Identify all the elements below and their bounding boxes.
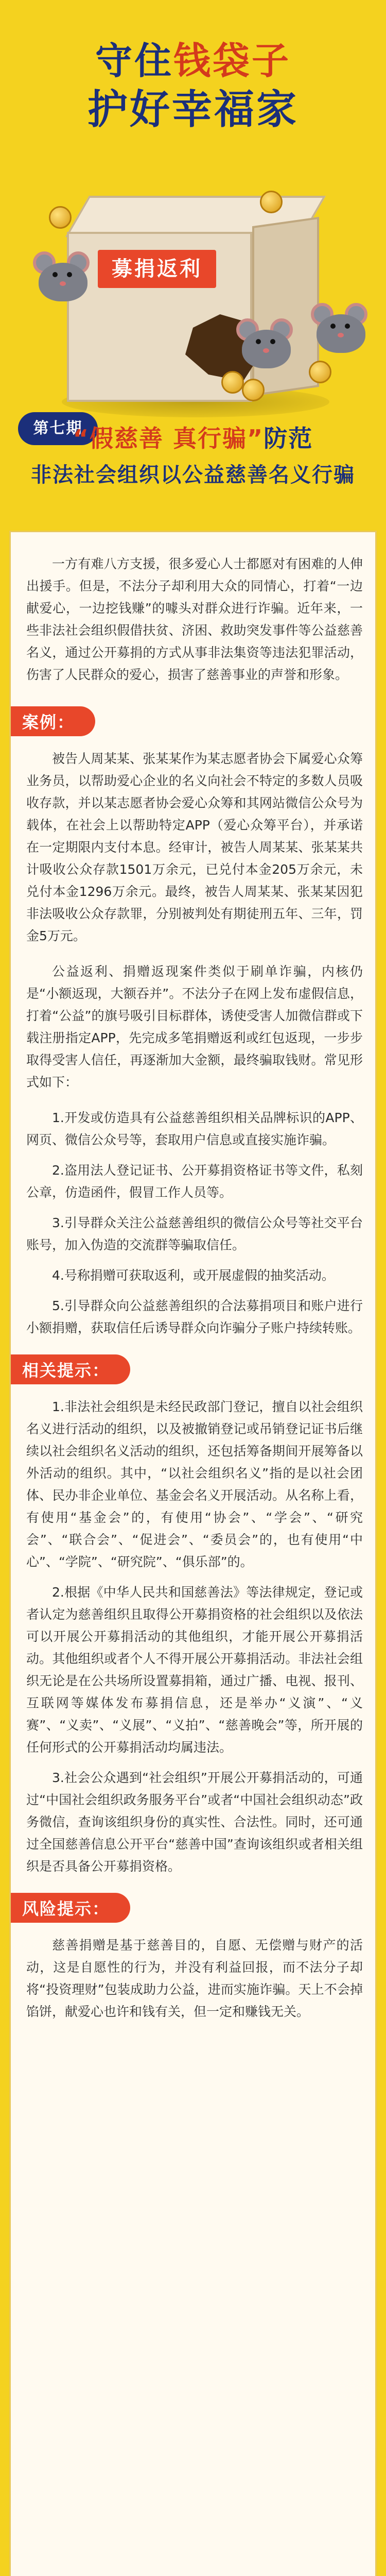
main-title-line-2: 护好幸福家 bbox=[87, 87, 299, 133]
subtitle-text: 防范 bbox=[264, 425, 313, 452]
episode-badge: 第七期 bbox=[18, 412, 98, 445]
risk-paragraph: 慈善捐赠是基于慈善目的，自愿、无偿赠与财产的活动，这是自愿性的行为，并没有利益回报，而不法分子却将“投资理财”包装成助力公益，进而实施诈骗。天上不会掉馅饼，献爱心也许和钱有关，但一定和赚钱无关。 bbox=[26, 1938, 363, 2019]
coin-icon bbox=[221, 371, 244, 394]
case-list-item: 3.引导群众关注公益慈善组织的微信公众号等社交平台账号，加入伪造的交流群等骗取信任。 bbox=[26, 1215, 363, 1252]
content-card bbox=[9, 531, 377, 2576]
case-list-item: 1.开发或仿造具有公益慈善组织相关品牌标识的APP、网页、微信公众号等，套取用户信息或直接实施诈骗。 bbox=[26, 1110, 363, 1147]
coin-icon bbox=[309, 361, 331, 383]
intro-paragraph: 一方有难八方支援，很多爱心人士都愿对有困难的人伸出援手。但是，不法分子却利用大众的同情心，打着“一边献爱心，一边挖钱赚”的噱头对群众进行诈骗。近年来，一些非法社会组织假借扶贫、济困、救助突发事件等公益慈善名义，通过公开募捐的方式从事非法集资等违法犯罪活动，伤害了人民群众的爱心，损害了慈善事业的声誉和形象。 bbox=[26, 556, 363, 682]
main-title-line-1 bbox=[0, 31, 386, 84]
subtitle-highlight: “假慈善 真行骗” bbox=[73, 425, 264, 452]
case-heading: 案例： bbox=[11, 706, 95, 736]
tips-list-item: 3.社会公众遇到“社会组织”开展公开募捐活动的，可通过“中国社会组织政务服务平台”或者“中国社会组织动态”政务微信，查询该组织身份的真实性、合法性。同时，还可通过全国慈善信息公开平台“慈善中国”查询该组织或者相关组织是否具备公开募捐资格。 bbox=[26, 1770, 363, 1874]
case-list-item: 4.号称捐赠可获取返利，或开展虚假的抽奖活动。 bbox=[52, 1268, 335, 1283]
donation-box-illustration bbox=[0, 144, 386, 422]
subtitle-line-2: 非法社会组织以公益慈善名义行骗 bbox=[31, 463, 355, 487]
tips-list-item: 1.非法社会组织是未经民政部门登记，擅自以社会组织名义进行活动的组织，以及被撤销登记或吊销登记证书后继续以社会组织名义活动的组织，还包括筹备期间开展筹备以外活动的组织。其中，“以社会组织名义”指的是以社会团体、民办非企业单位、基金会名义开展活动。从名称上看，有使用“基金会”的，有使用“协会”、“学会”、“研究会”、“联合会”、“促进会”、“委员会”的，也有使用“中心”、“学院”、“研究院”、“俱乐部”的。 bbox=[26, 1399, 363, 1569]
tips-heading: 相关提示： bbox=[11, 1354, 130, 1384]
subtitle-line-1 bbox=[0, 420, 386, 454]
coin-icon bbox=[242, 379, 265, 401]
case-paragraph: 公益返利、捐赠返现案件类似于刷单诈骗，内核仍是“小额返现，大额吞并”。不法分子在网上发布虚假信息，打着“公益”的旗号吸引目标群体，诱使受害人加微信群或下载注册指定APP，先完成多笔捐赠返利或红包返现，一步步取得受害人信任，再逐渐加大金额，最终骗取钱财。常见形式如下： bbox=[26, 964, 363, 1090]
mouse-icon bbox=[31, 247, 93, 304]
mouse-icon bbox=[234, 314, 296, 371]
mouse-icon bbox=[309, 299, 371, 355]
coin-icon bbox=[49, 206, 72, 229]
risk-heading: 风险提示： bbox=[11, 1893, 130, 1923]
coin-icon bbox=[260, 191, 283, 213]
box-label: 募捐返利 bbox=[98, 250, 216, 288]
title-highlight: 钱袋子 bbox=[173, 39, 291, 82]
content-body bbox=[22, 553, 363, 2036]
tips-list-item: 2.根据《中华人民共和国慈善法》等法律规定，登记或者认定为慈善组织且取得公开募捐资格的社会组织以及依法可以开展公开募捐活动的其他组织，才能开展公开募捐活动。其他组织或者个人不得开展公开募捐活动。非法社会组织无论是在公共场所设置募捐箱，通过广播、电视、报刊、互联网等媒体发布募捐信息，还是举办“义演”、“义赛”、“义卖”、“义展”、“义拍”、“慈善晚会”等，所开展的任何形式的公开募捐活动均属违法。 bbox=[26, 1585, 363, 1755]
case-list-item: 5.引导群众向公益慈善组织的合法募捐项目和账户进行小额捐赠，获取信任后诱导群众向诈骗分子账户持续转账。 bbox=[26, 1298, 363, 1335]
title-text: 守住 bbox=[95, 39, 173, 82]
hero-section bbox=[0, 0, 386, 526]
case-paragraph: 被告人周某某、张某某作为某志愿者协会下属爱心众筹业务员，以帮助爱心企业的名义向社会不特定的多数人员吸收存款，并以某志愿者协会爱心众筹和其网站微信公众号为载体，在社会上以帮助特定APP（爱心众筹平台），并承诺在一定期限内支付本息。经审计，被告人周某某、张某某共计吸收公众存款1501万余元，已兑付本金205万余元，未兑付本金1296万余元。最终，被告人周某某、张某某因犯非法吸收公众存款罪，分别被判处有期徒刑五年、三年，罚金5万元。 bbox=[26, 751, 363, 943]
case-list-item: 2.盗用法人登记证书、公开募捐资格证书等文件，私刻公章，仿造函件，假冒工作人员等。 bbox=[26, 1163, 363, 1200]
